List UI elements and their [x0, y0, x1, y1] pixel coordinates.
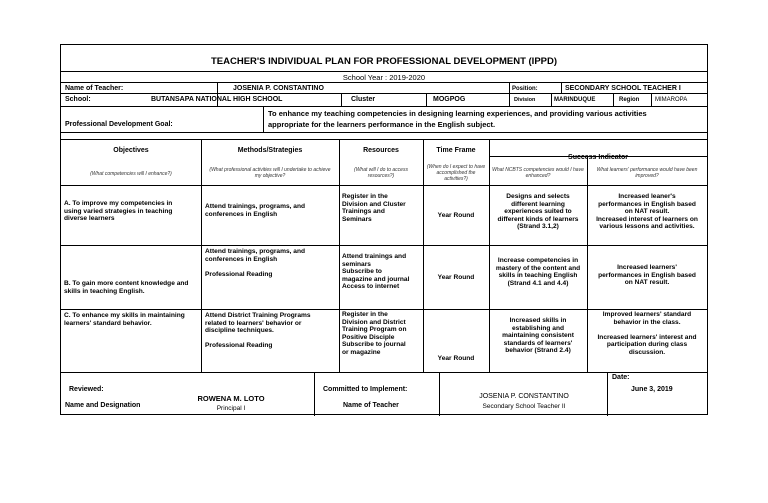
row-a-resources-line-3: Trainings and: [342, 208, 385, 216]
row-b-objective-line-2: skills in teaching English.: [64, 287, 145, 295]
row-c-learners-line-1: Improved learners' standard: [602, 311, 692, 318]
row-c-resources: [342, 311, 406, 357]
name-designation-label: Name and Designation: [65, 402, 141, 409]
reviewer-name: ROWENA M. LOTO: [197, 394, 265, 403]
committed-label: Committed to Implement:: [323, 386, 408, 393]
row-c-methods-line-4: [205, 335, 311, 343]
row-c-resources-line-4: Positive Disciple: [342, 333, 395, 341]
header-resources-sub: (What will I do to access resources?): [354, 167, 408, 179]
row-a-ncbts-line-3: experiences suited to: [504, 208, 572, 216]
row-a-ncbts-line-5: (Strand 3.1,2): [517, 223, 559, 231]
row-b-methods-line-2: conferences in English: [205, 255, 278, 263]
row-b-ncbts-line-4: (Strand 4.1 and 4.4): [507, 279, 569, 287]
row-a-objective-line-1: A. To improve my competencies in: [64, 200, 173, 207]
row-b-learners-line-2: performances in English based: [598, 271, 696, 279]
name-of-teacher-label: Name of Teacher: [343, 402, 399, 409]
row-a-ncbts-line-1: Designs and selects: [506, 193, 570, 200]
row-c-objective-line-1: C. To enhance my skills in maintaining: [64, 312, 185, 319]
header-success-ncbts: What NCBTS competencies would I have enhanced?: [492, 167, 584, 179]
row-a-methods-line-1: Attend trainings, programs, and: [205, 203, 306, 210]
row-a-objective-line-3: diverse learners: [64, 215, 115, 223]
school-label: School:: [65, 96, 91, 103]
header-success-learners: What learners' performance would have been improved?: [596, 167, 698, 179]
row-b-learners: [587, 264, 707, 287]
date-value: June 3, 2019: [631, 386, 673, 393]
row-b-ncbts: [489, 257, 587, 287]
row-c-ncbts-line-2: establishing and: [511, 324, 565, 332]
cluster-label: Cluster: [351, 96, 376, 103]
row-c-learners-line-5: participation during class: [606, 341, 688, 349]
row-c-learners-line-3: [587, 326, 707, 334]
position-value: SECONDARY SCHOOL TEACHER I: [565, 85, 681, 92]
row-b-resources-line-2: seminars: [342, 260, 371, 268]
header-objectives-sub: (What competencies will I enhance?): [90, 171, 172, 177]
school-value: BUTANSAPA NATIONAL HIGH SCHOOL: [151, 96, 283, 103]
header-objectives: Objectives: [113, 147, 149, 154]
row-c-resources-line-2: Division and District: [342, 318, 406, 326]
document-title: TEACHER'S INDIVIDUAL PLAN FOR PROFESSIONAL DEVELOPMENT (IPPD): [210, 56, 558, 67]
region-value: MIMAROPA: [655, 97, 688, 103]
row-b-timeframe: Year Round: [437, 274, 475, 281]
footer-teacher-title: Secondary School Teacher II: [482, 403, 566, 410]
row-b-ncbts-line-1: Increase competencies in: [497, 257, 579, 264]
row-a-learners-line-5: various lessons and activities.: [599, 223, 695, 231]
row-c-methods: [205, 312, 311, 350]
row-c-learners-line-6: discussion.: [628, 348, 666, 356]
row-c-methods-line-1: Attend District Training Programs: [205, 312, 311, 319]
row-a-resources-line-2: Division and Cluster: [342, 200, 406, 208]
division-label: Division: [514, 97, 536, 103]
school-year: School Year : 2019-2020: [342, 73, 426, 82]
row-b-methods-line-4: Professional Reading: [205, 270, 273, 278]
header-methods-sub: (What professional activities will I undertake to achieve my objective?: [209, 167, 331, 179]
row-a-learners-line-3: on NAT result.: [624, 208, 670, 216]
row-c-learners-line-4: Increased learners' interest and: [597, 333, 697, 341]
row-b-resources-line-3: Subscribe to: [342, 268, 382, 276]
row-c-methods-line-5: Professional Reading: [205, 342, 273, 350]
row-a-learners: [587, 193, 707, 231]
position-label: Position:: [512, 86, 538, 92]
row-b-resources: [342, 253, 409, 291]
row-c-ncbts: [489, 317, 587, 355]
row-c-resources-line-6: or magazine: [342, 348, 381, 356]
row-c-objective-line-2: learners' standard behavior.: [64, 319, 152, 327]
row-a-objective: [64, 200, 172, 223]
reviewed-label: Reviewed:: [69, 386, 104, 393]
row-c-ncbts-line-1: Increased skills in: [509, 317, 567, 324]
row-c-ncbts-line-3: maintaining consistent: [502, 332, 574, 340]
region-label: Region: [619, 97, 640, 103]
row-c-objective: [64, 312, 185, 327]
row-a-learners-line-2: performances in English based: [598, 200, 696, 208]
row-c-methods-line-2: related to learners' behavior or: [205, 319, 302, 327]
row-a-learners-line-4: Increased interest of learners on: [596, 215, 698, 223]
row-b-ncbts-line-3: skills in teaching English: [498, 272, 578, 280]
cluster-value: MOGPOG: [433, 96, 466, 103]
row-c-timeframe: Year Round: [437, 355, 475, 362]
header-resources: Resources: [363, 147, 399, 154]
row-b-resources-line-5: Access to internet: [342, 283, 400, 291]
row-a-methods-line-2: conferences in English: [205, 210, 278, 218]
row-a-objective-line-2: using varied strategies in teaching: [64, 207, 173, 215]
row-a-resources-line-1: Register in the: [342, 193, 388, 200]
date-label: Date:: [612, 374, 630, 381]
division-value: MARINDUQUE: [554, 97, 596, 103]
row-c-ncbts-line-4: standards of learners': [503, 339, 573, 347]
row-c-learners: [587, 311, 707, 357]
row-b-methods: [205, 248, 305, 278]
row-b-resources-line-4: magazine and journal: [342, 275, 410, 283]
row-b-learners-line-1: Increased learners': [617, 264, 677, 271]
row-a-resources: [342, 193, 406, 223]
row-a-methods: [205, 203, 305, 218]
goal-label: Professional Development Goal:: [65, 121, 173, 128]
header-success-indicator: Success Indicator: [568, 154, 628, 161]
row-b-learners-line-3: on NAT result.: [624, 279, 670, 287]
row-a-learners-line-1: Increased leaner's: [618, 193, 676, 200]
row-b-ncbts-line-2: mastery of the content and: [495, 264, 581, 272]
row-c-methods-line-3: discipline techniques.: [205, 327, 274, 335]
header-timeframe: Time Frame: [436, 147, 476, 154]
goal-line-1: To enhance my teaching competencies in designing learning experiences, and providing various activities: [268, 109, 647, 118]
row-b-objective-line-1: B. To gain more content knowledge and: [64, 280, 189, 287]
teacher-name-value: JOSENIA P. CONSTANTINO: [233, 85, 324, 92]
footer-teacher-name: JOSENIA P. CONSTANTINO: [479, 393, 569, 400]
header-methods: Methods/Strategies: [237, 147, 303, 154]
row-b-objective: [64, 280, 188, 295]
reviewer-title: Principal I: [216, 405, 246, 412]
row-c-resources-line-3: Training Program on: [342, 326, 407, 334]
row-c-resources-line-1: Register in the: [342, 311, 388, 318]
row-a-timeframe: Year Round: [437, 212, 475, 219]
row-c-learners-line-2: behavior in the class.: [613, 318, 681, 326]
row-a-resources-line-4: Seminars: [342, 215, 372, 223]
row-b-resources-line-1: Attend trainings and: [342, 253, 407, 260]
goal-line-2: appropriate for the learners performance in the English subject.: [268, 120, 496, 129]
row-b-methods-line-1: Attend trainings, programs, and: [205, 248, 306, 255]
row-b-methods-line-3: [205, 263, 305, 271]
row-a-ncbts-line-4: different kinds of learners: [497, 215, 579, 223]
name-label: Name of Teacher:: [65, 85, 124, 92]
row-a-ncbts: [489, 193, 587, 231]
ippd-document: [60, 44, 708, 415]
row-a-ncbts-line-2: different learning: [511, 200, 565, 208]
row-c-resources-line-5: Subscribe to journal: [342, 341, 406, 349]
row-c-ncbts-line-5: behavior (Strand 2.4): [505, 347, 571, 355]
header-timeframe-sub: (When do I expect to have accomplished the activities?): [426, 164, 486, 182]
